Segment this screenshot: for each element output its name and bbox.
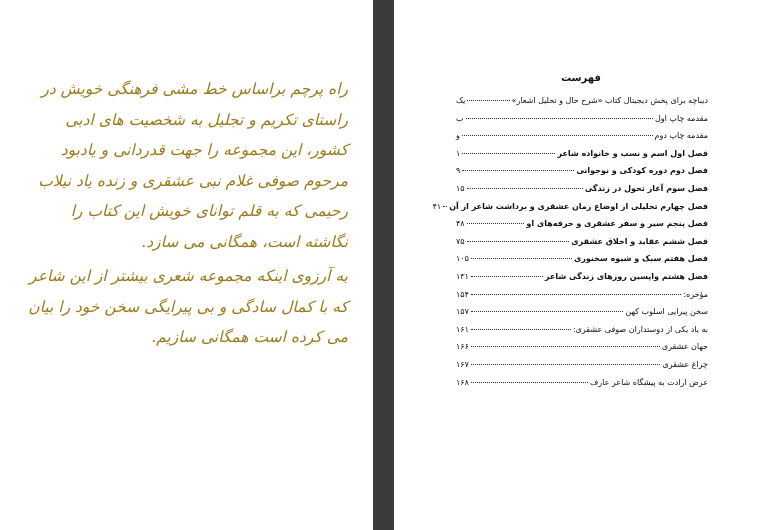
toc-entry[interactable]: [432, 201, 708, 220]
dedication-paragraph-1: راه پرچم براساس خط مشی فرهنگی خویش در راستای تکریم و تجلیل به شخصیت های ادبی کشور، این مجموعه را جهت قدردانی و یادبود مرحوم صوفی غلام نبی عشقری و زنده یاد نیلاب رحیمی که به قلم توانای خویش این کتاب را نگاشته است، همگانی می سازد.: [38, 80, 348, 251]
dedication-paragraph-2: به آرزوی اینکه مجموعه شعری بیشتر از این شاعر که با کمال سادگی و بی پیرایگی سخن خود را بیان می کرده است همگانی سازیم.: [28, 267, 348, 346]
toc-entry-label: عرض ارادت به پیشگاه شاعر عارف: [589, 377, 708, 387]
toc-entry-label: سخن پیرایی اسلوب کهن: [625, 307, 708, 317]
toc-entry-label: چراغ عشقری: [662, 359, 708, 369]
toc-entry-page: و: [456, 131, 460, 141]
toc-leader: [471, 276, 543, 277]
toc-entry-page: ۷۵: [456, 236, 465, 246]
toc-entry-page: ۱۵: [456, 183, 465, 193]
toc-entry-page: ب: [456, 113, 464, 123]
toc-entry[interactable]: [456, 254, 708, 272]
toc-leader: [466, 118, 653, 119]
toc-entry[interactable]: [456, 342, 708, 360]
toc-entry-page: ۹: [456, 166, 461, 176]
toc-leader: [462, 135, 653, 136]
toc-entry[interactable]: [456, 96, 708, 114]
toc-leader: [467, 241, 570, 242]
toc-leader: [471, 311, 624, 312]
toc-entry-label: مؤخره:: [683, 289, 708, 299]
toc-entry[interactable]: [456, 114, 708, 132]
toc-entry[interactable]: [456, 184, 708, 202]
toc-entry[interactable]: [456, 307, 708, 325]
right-page: [394, 0, 768, 530]
toc-leader: [471, 364, 661, 365]
toc-leader: [462, 170, 574, 171]
toc-entry-label: مقدمه چاپ دوم: [654, 131, 708, 141]
toc-entry[interactable]: [456, 378, 708, 396]
toc-entry-page: ۱۵۷: [456, 307, 469, 317]
toc-leader: [471, 258, 572, 259]
toc-entry-label: به یاد یکی از دوستداران صوفی عشقری:: [572, 324, 708, 334]
toc-entry[interactable]: [456, 272, 708, 290]
toc-entry-page: ۴۱: [432, 201, 442, 211]
dedication-text: [28, 74, 348, 357]
toc-entry-page: ۴۸: [456, 219, 465, 229]
toc-entry-label: فصل ششم عقاید و اخلاق عشقری: [571, 236, 708, 246]
toc-entry-page: ۱: [456, 148, 461, 158]
toc-entry-label: دیباچه برای پخش دیجیتال کتاب «شرح حال و تحلیل اشعار»: [511, 96, 708, 105]
left-page: [0, 0, 373, 530]
toc-entry-label: فصل دوم دوره کودکی و نوجوانی: [576, 166, 708, 176]
toc-entry-label: فصل اول اسم و نسب و خانواده شاعر: [557, 148, 708, 158]
toc-entry-label: فصل هشتم واپسین روزهای زندگی شاعر: [544, 271, 708, 281]
toc-title: فهرست: [561, 73, 601, 84]
toc-leader: [471, 294, 681, 295]
toc-entry-page: ۱۰۵: [456, 254, 469, 264]
toc-leader: [467, 100, 509, 101]
toc-entry-page: ۱۵۴: [456, 289, 469, 299]
toc-entry-label: فصل چهارم تحلیلی از اوضاع زمان عشقری و برداشت شاعر از آن: [449, 201, 708, 211]
toc-leader: [471, 329, 571, 330]
toc-entry-page: ۱۳۱: [456, 271, 469, 281]
toc-entry[interactable]: [456, 325, 708, 343]
toc-leader: [471, 382, 588, 383]
toc-entry-label: مقدمه چاپ اول: [654, 113, 708, 123]
table-of-contents: [432, 96, 708, 395]
toc-entry[interactable]: [456, 166, 708, 184]
toc-entry[interactable]: [456, 290, 708, 308]
toc-entry[interactable]: [456, 149, 708, 167]
toc-entry-page: یک: [456, 96, 466, 105]
toc-leader: [467, 223, 525, 224]
toc-entry-page: ۱۶۶: [456, 342, 469, 352]
toc-leader: [443, 206, 447, 207]
toc-leader: [467, 188, 583, 189]
toc-entry-label: جهان عشقری: [661, 342, 708, 352]
page-gutter: [373, 0, 394, 530]
toc-entry[interactable]: [456, 131, 708, 149]
toc-entry-label: فصل پنجم سیر و سفر عشقری و حرفه‌های او: [526, 219, 708, 229]
toc-entry-page: ۱۶۸: [456, 377, 469, 387]
toc-entry-label: فصل سوم آغاز تحول در زندگی: [584, 183, 708, 193]
toc-entry[interactable]: [456, 360, 708, 378]
toc-leader: [471, 346, 660, 347]
toc-entry[interactable]: [456, 219, 708, 237]
toc-entry-label: فصل هفتم سبک و شیوه سخنوری: [573, 254, 708, 264]
toc-entry-page: ۱۶۱: [456, 324, 469, 334]
toc-leader: [462, 153, 555, 154]
toc-entry[interactable]: [456, 237, 708, 255]
toc-entry-page: ۱۶۷: [456, 359, 469, 369]
